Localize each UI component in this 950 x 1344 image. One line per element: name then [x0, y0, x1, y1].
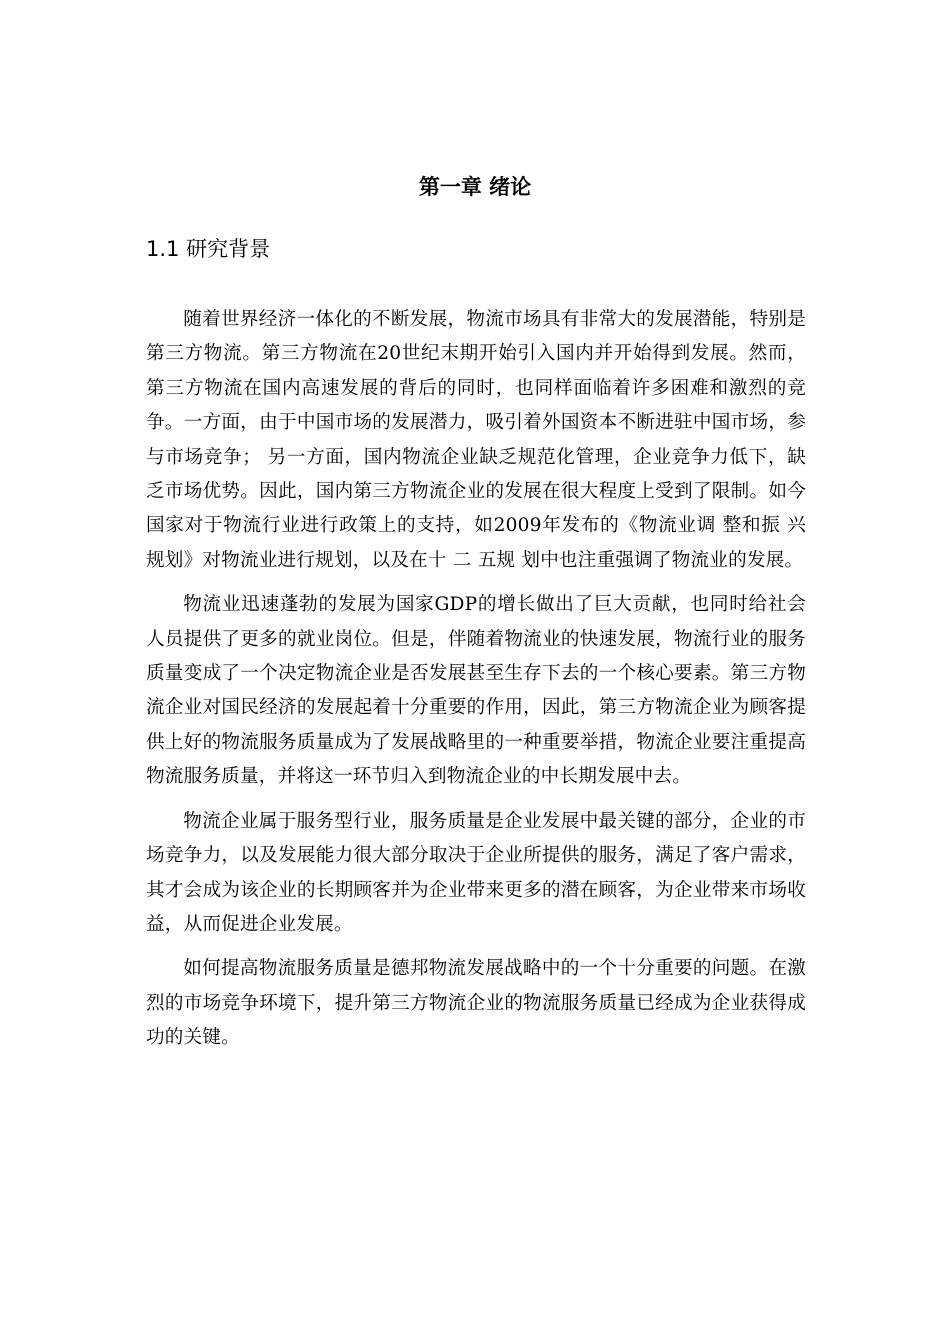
paragraph-2: 物流业迅速蓬勃的发展为国家GDP的增长做出了巨大贡献，也同时给社会人员提供了更多的就业岗位。但是，伴随着物流业的快速发展，物流行业的服务质量变成了一个决定物流企业是否发展甚至生存下去的一个核心要素。第三方物流企业对国民经济的发展起着十分重要的作用，因此，第三方物流企业为顾客提供上好的物流服务质量成为了发展战略里的一种重要举措，物流企业要注重提高物流服务质量，并将这一环节归入到物流企业的中长期发展中去。: [146, 594, 806, 788]
section-title: 1.1 研究背景: [146, 237, 271, 261]
paragraph-3: 物流企业属于服务型行业，服务质量是企业发展中最关键的部分，企业的市场竞争力，以及发展能力很大部分取决于企业所提供的服务，满足了客户需求，其才会成为该企业的长期顾客并为企业带来更多的潜在顾客，为企业带来市场收益，从而促进企业发展。: [146, 810, 806, 935]
body-text: [146, 303, 806, 1066]
paragraph-1: 随着世界经济一体化的不断发展，物流市场具有非常大的发展潜能，特别是第三方物流。第三方物流在20世纪末期开始引入国内并开始得到发展。然而，第三方物流在国内高速发展的背后的同时，也同样面临着许多困难和激烈的竞争。一方面，由于中国市场的发展潜力，吸引着外国资本不断进驻中国市场，参与市场竞争； 另一方面，国内物流企业缺乏规范化管理，企业竞争力低下，缺乏市场优势。因此，国内第三方物流企业的发展在很大程度上受到了限制。如今国家对于物流行业进行政策上的支持，如2009年发布的《物流业调 整和振 兴规划》对物流业进行规划，以及在十 二 五规 划中也注重强调了物流业的发展。: [146, 309, 806, 571]
paragraph-4: 如何提高物流服务质量是德邦物流发展战略中的一个十分重要的问题。在激烈的市场竞争环境下，提升第三方物流企业的物流服务质量已经成为企业获得成功的关键。: [146, 958, 806, 1049]
chapter-title: 第一章 绪论: [418, 175, 532, 199]
